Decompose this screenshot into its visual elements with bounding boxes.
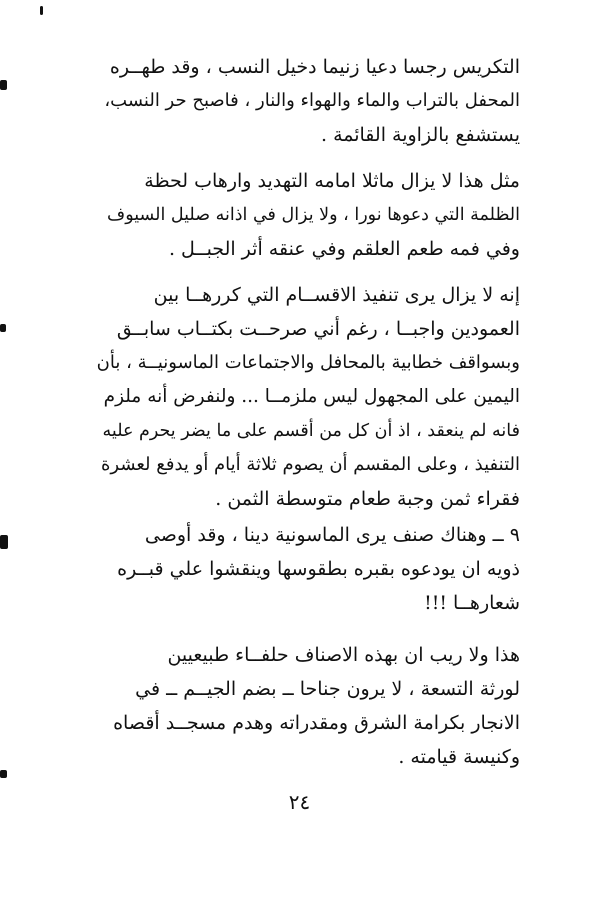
scan-edge-mark	[0, 535, 8, 549]
text-line: اليمين على المجهول ليس ملزمــا ... ولنفرض أنه ملزم	[103, 386, 520, 407]
text-line: التنفيذ ، وعلى المقسم أن يصوم ثلاثة أيام أو يدفع لعشرة	[100, 454, 520, 475]
page-number: ٢٤	[288, 790, 311, 814]
paragraph-3	[96, 278, 520, 516]
text-line: ذويه ان يودعوه بقبره بطقوسها وينقشوا علي قبــره	[117, 558, 520, 580]
text-line: وكنيسة قيامته .	[398, 746, 520, 768]
text-line: المحفل بالتراب والماء والهواء والنار ، فاصبح حر النسب،	[104, 90, 520, 111]
text-line: العمودين واجبــا ، رغم أني صرحــت بكتــاب سابــق	[116, 318, 520, 340]
text-line: التكريس رجسا دعيا زنيما دخيل النسب ، وقد طهــره	[109, 56, 520, 78]
scan-edge-mark	[0, 324, 6, 332]
scan-edge-mark	[0, 770, 7, 778]
text-line: فقراء ثمن وجبة طعام متوسطة الثمن .	[215, 488, 520, 510]
scan-edge-mark	[40, 6, 43, 15]
text-line: يستشفع بالزاوية القائمة .	[320, 124, 520, 146]
paragraph-4	[96, 518, 520, 620]
text-line: الظلمة التي دعوها نورا ، ولا يزال في اذانه صليل السيوف	[107, 205, 520, 225]
paragraph-2	[96, 164, 520, 266]
text-line: ٩ ــ وهناك صنف يرى الماسونية دينا ، وقد أوصى	[144, 524, 520, 546]
text-line: هذا ولا ريب ان بهذه الاصناف حلفــاء طبيعيين	[167, 644, 520, 666]
text-line: فانه لم ينعقد ، اذ أن كل من أقسم على ما يضر يحرم عليه	[102, 421, 520, 441]
paragraph-5	[96, 638, 520, 774]
paragraph-1	[96, 50, 520, 152]
text-line: مثل هذا لا يزال ماثلا امامه التهديد وارهاب لحظة	[144, 170, 520, 192]
text-line: وبسواقف خطابية بالمحافل والاجتماعات الماسونيــة ، بأن	[96, 352, 520, 373]
scan-edge-mark	[0, 80, 7, 90]
text-line: لورثة التسعة ، لا يرون جناحا ــ بضم الجيــم ــ في	[135, 678, 520, 700]
text-line: شعارهــا !!!	[424, 592, 520, 614]
text-line: إنه لا يزال يرى تنفيذ الاقســام التي كررهــا بين	[153, 284, 520, 306]
text-line: وفي فمه طعم العلقم وفي عنقه أثر الجبــل .	[168, 238, 520, 260]
text-line: الانجار بكرامة الشرق ومقدراته وهدم مسجــد أقصاه	[113, 712, 520, 734]
